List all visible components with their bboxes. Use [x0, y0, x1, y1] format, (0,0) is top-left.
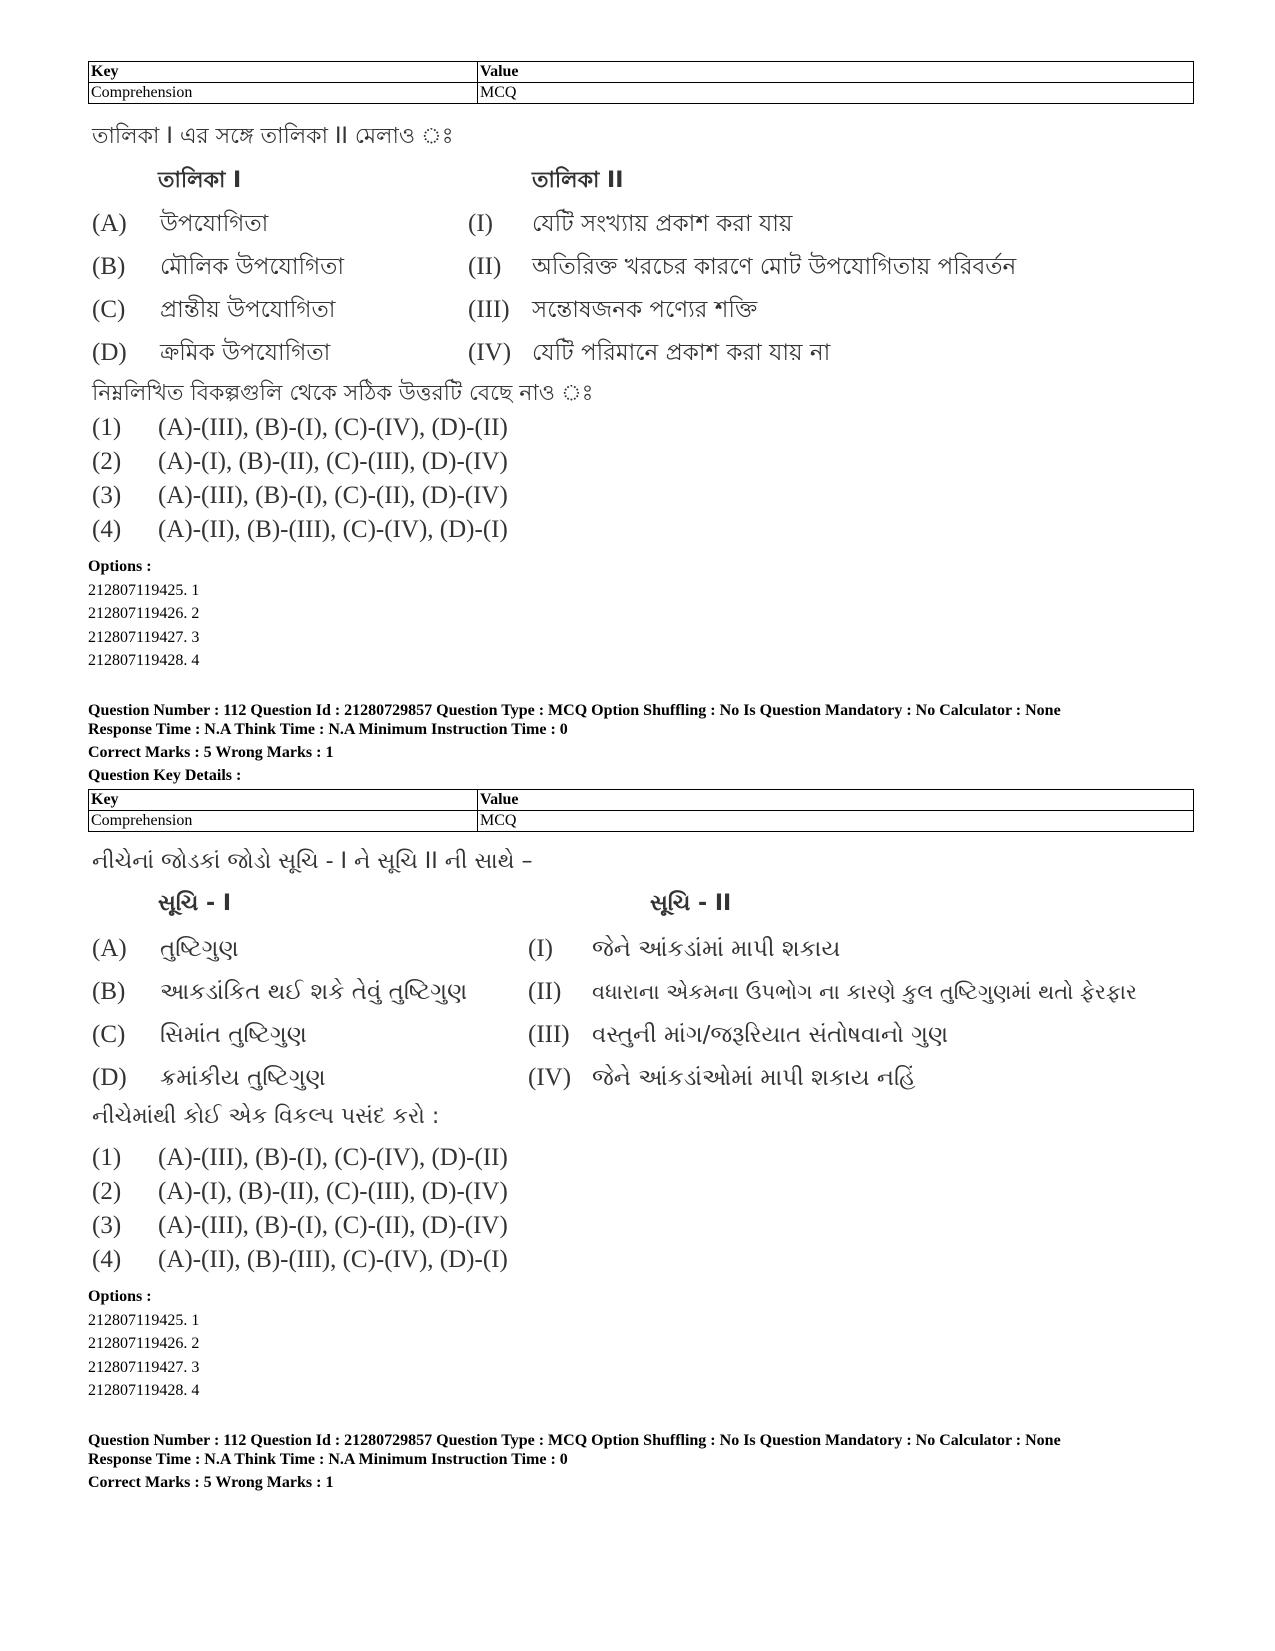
option-item: 212807119426. 2	[88, 1335, 200, 1352]
row-right-text: যেটি সংখ্যায় প্রকাশ করা যায়	[532, 211, 793, 237]
row-left-text: સિમાંત તુષ્ટિગુણ	[160, 1022, 307, 1048]
match-row-right	[468, 291, 757, 330]
match-row	[92, 1064, 326, 1092]
question-meta-line-2: Response Time : N.A Think Time : N.A Minimum Instruction Time : 0	[88, 721, 568, 738]
choice-number: (1)	[92, 1144, 122, 1171]
match-row	[92, 935, 239, 963]
answer-choice	[92, 1246, 508, 1274]
row-left-label: (C)	[92, 296, 126, 323]
row-right-text: যেটি পরিমানে প্রকাশ করা যায় না	[532, 340, 831, 366]
question-key-details-label: Question Key Details :	[88, 767, 242, 784]
row-left-text: ક્રમાંકીય તુષ્ટિગુણ	[160, 1065, 326, 1091]
table-header-key: Key	[89, 790, 478, 811]
row-left-label: (A)	[92, 935, 127, 962]
option-item: 212807119427. 3	[88, 628, 200, 646]
choice-text: (A)-(II), (B)-(III), (C)-(IV), (D)-(I)	[158, 516, 508, 543]
row-left-text: প্রান্তীয় উপযোগিতা	[160, 297, 336, 323]
row-left-text: આકડાંકિત થઈ શકે તેવું તુષ્ટિગુણ	[160, 979, 468, 1005]
choice-text: (A)-(III), (B)-(I), (C)-(II), (D)-(IV)	[158, 482, 508, 509]
row-right-label: (I)	[528, 935, 553, 962]
row-right-text: অতিরিক্ত খরচের কারণে মোট উপযোগিতায় পরিবর্তন	[532, 254, 1017, 280]
match-row-right	[468, 248, 1016, 287]
question-marks: Correct Marks : 5 Wrong Marks : 1	[88, 1474, 334, 1491]
match-row	[92, 334, 330, 373]
option-item: 212807119428. 4	[88, 1382, 200, 1399]
match-row-right	[528, 1064, 916, 1092]
row-right-label: (II)	[528, 978, 562, 1005]
choice-text: (A)-(I), (B)-(II), (C)-(III), (D)-(IV)	[158, 1178, 508, 1205]
answer-choice	[92, 448, 508, 476]
question-instruction: নিম্নলিখিত বিকল্পগুলি থেকে সঠিক উত্তরটি বেছে নাও ঃ	[92, 381, 594, 406]
option-item: 212807119426. 2	[88, 605, 200, 622]
table-cell-value: MCQ	[478, 83, 1194, 104]
option-item: 212807119425. 1	[88, 581, 200, 599]
question-meta	[88, 701, 1061, 785]
options-label: Options :	[88, 1288, 152, 1305]
question-meta-line-1: Question Number : 112 Question Id : 21280729857 Question Type : MCQ Option Shuffling : No Is Question Mandatory : No Calculator : None	[88, 702, 1061, 719]
table-header-key: Key	[89, 62, 478, 83]
row-right-text: જેને આંકડાંમાં માપી શકાય	[592, 936, 841, 962]
options-list	[88, 555, 199, 673]
match-row-right	[468, 205, 792, 244]
match-row	[92, 205, 268, 244]
answer-choice	[92, 482, 508, 510]
row-right-label: (II)	[468, 253, 502, 280]
row-right-text: সন্তোষজনক পণ্যের শক্তি	[532, 297, 758, 323]
question-image-bengali	[88, 117, 1194, 617]
row-right-label: (I)	[468, 210, 493, 237]
choice-text: (A)-(III), (B)-(I), (C)-(IV), (D)-(II)	[158, 414, 508, 441]
choice-number: (3)	[92, 482, 122, 509]
row-left-label: (D)	[92, 1064, 127, 1091]
row-left-text: ক্রমিক উপযোগিতা	[160, 340, 331, 366]
options-label: Options :	[88, 558, 152, 575]
key-value-table	[88, 789, 1194, 832]
choice-number: (3)	[92, 1212, 122, 1239]
row-right-label: (IV)	[468, 339, 512, 366]
table-header-value: Value	[478, 62, 1194, 83]
question-image-gujarati	[88, 847, 1194, 1347]
question-intro: નીચેનાં જોડકાં જોડો સૂચિ - I ને સૂચિ II ની સાથે –	[92, 849, 533, 874]
list-1-title: তালিকা I	[158, 168, 242, 193]
row-right-label: (III)	[528, 1021, 570, 1048]
option-item: 212807119425. 1	[88, 1311, 200, 1329]
row-left-text: તુષ્ટિગુણ	[160, 936, 239, 962]
row-left-label: (B)	[92, 978, 126, 1005]
table-cell-value: MCQ	[478, 811, 1194, 832]
question-marks: Correct Marks : 5 Wrong Marks : 1	[88, 744, 334, 761]
row-right-label: (III)	[468, 296, 510, 323]
question-meta-footer	[88, 1431, 1061, 1492]
key-value-table	[88, 61, 1194, 104]
match-row-right	[468, 334, 830, 373]
row-right-label: (IV)	[528, 1064, 572, 1091]
row-left-label: (B)	[92, 253, 126, 280]
table-cell-key: Comprehension	[89, 811, 478, 832]
option-item: 212807119427. 3	[88, 1358, 200, 1376]
answer-choice	[92, 414, 508, 442]
row-right-text: વધારાના એકમના ઉપભોગ ના કારણે કુલ તુષ્ટિગુણમાં થતો ફેરફાર	[592, 980, 1137, 1004]
match-row-right	[528, 1021, 948, 1049]
row-left-label: (C)	[92, 1021, 126, 1048]
answer-choice	[92, 1144, 508, 1172]
row-right-text: જેને આંકડાંઓમાં માપી શકાય નહિં	[592, 1065, 916, 1091]
options-list	[88, 1285, 199, 1403]
match-row	[92, 291, 335, 330]
option-item: 212807119428. 4	[88, 652, 200, 669]
choice-number: (4)	[92, 1246, 122, 1273]
list-2-title: তালিকা II	[532, 168, 624, 193]
list-1-title: સૂચિ - I	[158, 891, 232, 916]
row-left-label: (A)	[92, 210, 127, 237]
row-left-text: উপযোগিতা	[160, 211, 269, 237]
match-row-right	[528, 978, 1137, 1006]
match-row-right	[528, 935, 840, 963]
table-cell-key: Comprehension	[89, 83, 478, 104]
row-right-text: વસ્તુની માંગ/જરૂરિયાત સંતોષવાનો ગુણ	[592, 1022, 949, 1048]
question-meta-line-2: Response Time : N.A Think Time : N.A Minimum Instruction Time : 0	[88, 1451, 568, 1468]
choice-text: (A)-(III), (B)-(I), (C)-(IV), (D)-(II)	[158, 1144, 508, 1171]
choice-text: (A)-(I), (B)-(II), (C)-(III), (D)-(IV)	[158, 448, 508, 475]
question-instruction: નીચેમાંથી કોઈ એક વિકલ્પ પસંદ કરો :	[92, 1104, 440, 1129]
choice-text: (A)-(III), (B)-(I), (C)-(II), (D)-(IV)	[158, 1212, 508, 1239]
question-intro: তালিকা I এর সঙ্গে তালিকা II মেলাও ঃ	[92, 124, 454, 149]
answer-choice	[92, 1212, 508, 1240]
row-left-text: মৌলিক উপযোগিতা	[160, 254, 345, 280]
choice-number: (4)	[92, 516, 122, 543]
row-left-label: (D)	[92, 339, 127, 366]
answer-choice	[92, 1178, 508, 1206]
match-row	[92, 1021, 307, 1049]
table-header-value: Value	[478, 790, 1194, 811]
match-row	[92, 248, 344, 287]
choice-number: (2)	[92, 1178, 122, 1205]
answer-choice	[92, 516, 508, 544]
list-2-title: સૂચિ - II	[650, 891, 732, 916]
question-meta-line-1: Question Number : 112 Question Id : 21280729857 Question Type : MCQ Option Shuffling : No Is Question Mandatory : No Calculator : None	[88, 1432, 1061, 1449]
choice-text: (A)-(II), (B)-(III), (C)-(IV), (D)-(I)	[158, 1246, 508, 1273]
match-row	[92, 978, 467, 1006]
choice-number: (2)	[92, 448, 122, 475]
choice-number: (1)	[92, 414, 122, 441]
